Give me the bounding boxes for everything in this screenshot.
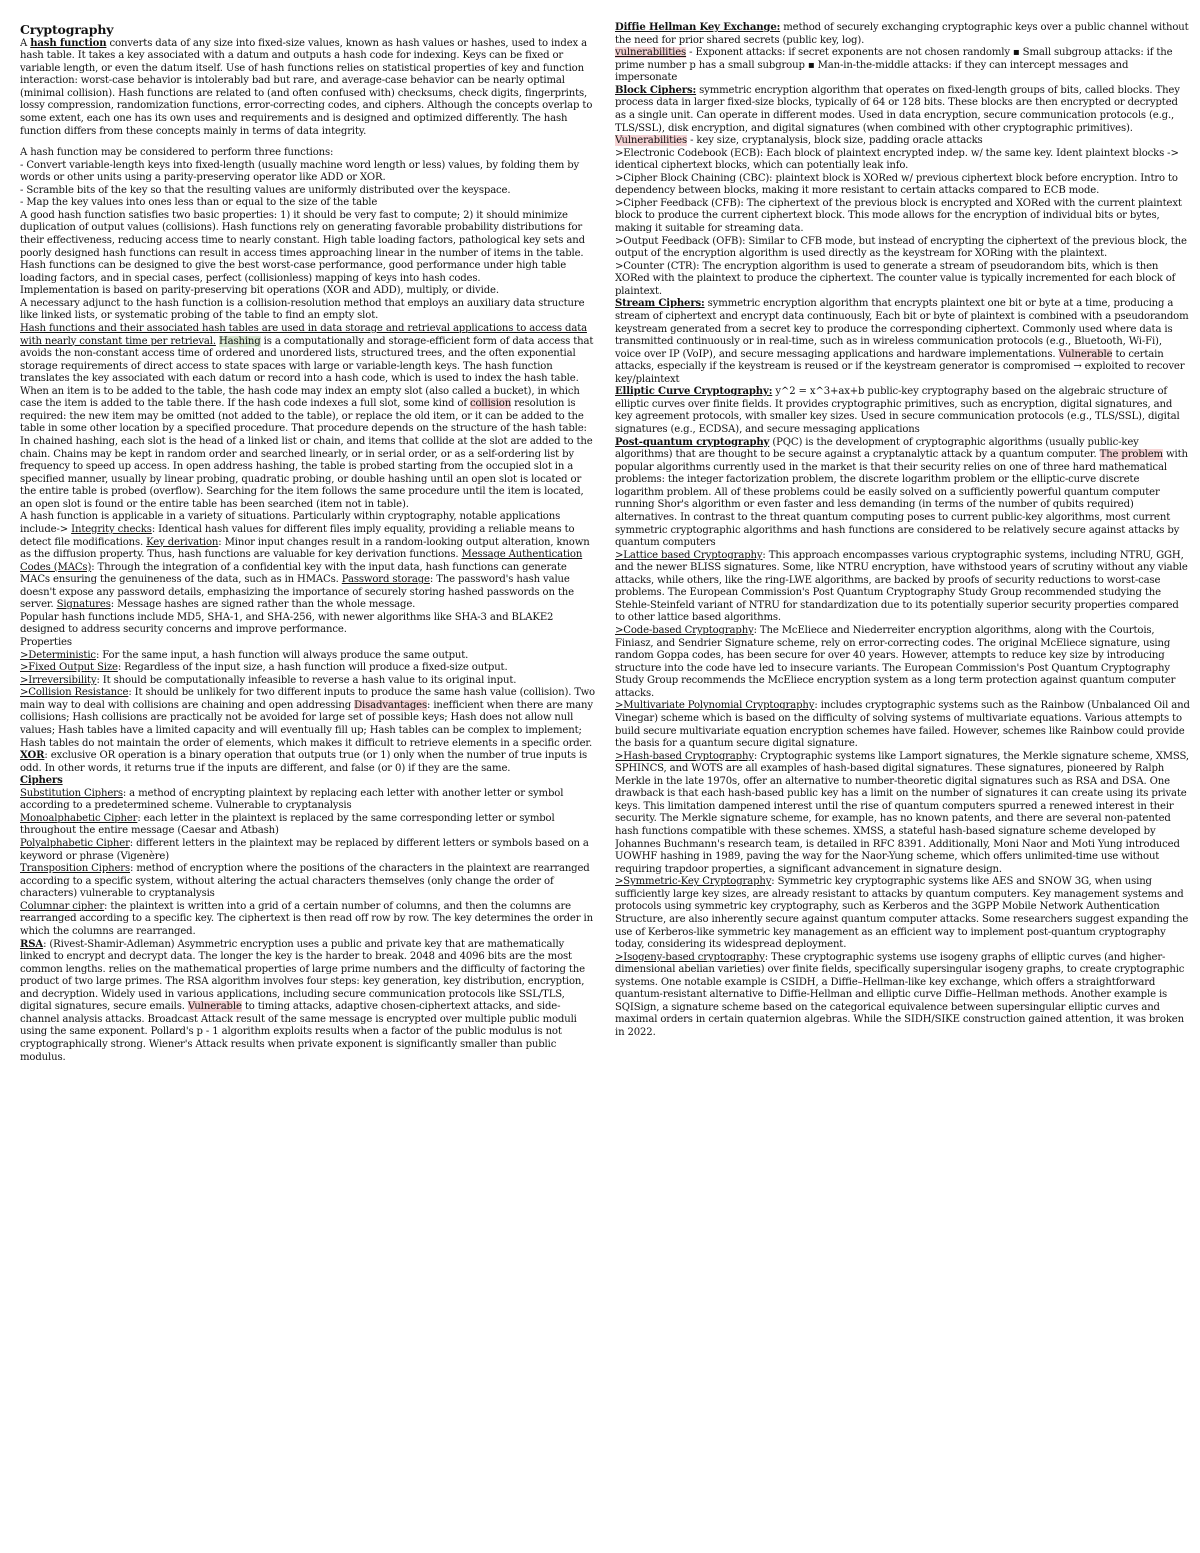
hash-function-item-2: - Scramble bits of the key so that the resulting values are uniformly distributed over the keyspace.	[20, 184, 511, 196]
document-title: Cryptography	[20, 22, 114, 37]
left-column	[20, 22, 595, 1553]
pqc-problem-highlight: The problem	[1099, 449, 1163, 461]
rsa-vulnerable-highlight: Vulnerable	[187, 1001, 242, 1013]
pqc-paragraph: Post-quantum cryptography (PQC) is the development of cryptographic algorithms (usually public-key algorithms) that are thought to be secure against a cryptanalytic attack by a quantum computer. The problem with popular algorithms currently used in the market is that their security relies on one of three hard mathematical problems: the integer factorization problem, the discrete logarithm problem or the elliptic-curve discrete logarithm problem. All of these problems could be easily solved on a sufficiently powerful quantum computer running Shor's algorithm or even faster and less demanding (in terms of the number of qubits required) alternatives. In contrast to the threat quantum computing poses to current public-key algorithms, most current symmetric cryptographic algorithms and hash functions are considered to be relatively secure against attacks by quantum computers	[615, 436, 1188, 549]
xor-definition: XOR: exclusive OR operation is a binary operation that outputs true (or 1) only when the number of true inputs is odd. In other words, it returns true if the inputs are different, and false (or 0) if they are the same.	[20, 750, 588, 774]
mode-ofb: >Output Feedback (OFB): Similar to CFB mode, but instead of encrypting the ciphertext of the previous block, the output of the encryption algorithm is used directly as the keystream for XORing with the plaintext.	[615, 235, 1187, 260]
code-based-cryptography: >Code-based Cryptography: The McEliece and Niederreiter encryption algorithms, along with the Courtois, Finiasz, and Sendrier Signature scheme, rely on error-correcting codes. The original McEliece signature, using random Goppa codes, has been secure for over 40 years. However, attempts to reduce key size by introducing structure into the code have led to insecure variants. The European Commission's Post Quantum Cryptography Study Group recommends the McEliece encryption system as a long term protection against quantum computer attacks.	[615, 625, 1176, 699]
polyalphabetic-cipher: Polyalphabetic Cipher: different letters in the plaintext may be replaced by different letters or symbols based on a keyword or phrase (Vigenère)	[20, 838, 589, 862]
properties-heading: Properties	[20, 637, 72, 648]
stream-ciphers-paragraph: Stream Ciphers: symmetric encryption algorithm that encrypts plaintext one bit or byte at a time, producing a stream of ciphertext and encrypt data continuously, Each bit or byte of plaintext is combined with a pseudorandom keystream generated from a secret key to produce the corresponding ciphertext. Commonly used where data is transmitted continuously or in real-time, such as in wireless communication protocols (e.g., Bluetooth, Wi-Fi), voice over IP (VoIP), and secure messaging applications and hardware implementations. Vulnerable to certain attacks, especially if the keystream is reused or if the keystream generator is compromised → exploited to recover key/plaintext	[615, 298, 1189, 385]
implementation-paragraph: Implementation is based on parity-preserving bit operations (XOR and ADD), multiply, or divide.	[20, 285, 499, 297]
hash-function-item-3: - Map the key values into ones less than or equal to the size of the table	[20, 197, 378, 209]
block-ciphers-paragraph: Block Ciphers: symmetric encryption algorithm that operates on fixed-length groups of bits, called blocks. They process data in larger fixed-size blocks, typically of 64 or 128 bits. These blocks are then encrypted or decrypted as a single unit. Can operate in different modes. Used in data encryption, secure communication protocols (e.g., TLS/SSL), disk encryption, and digital signatures (when combined with other cryptographic primitives). Vulnerabilities - key size, cryptanalysis, block size, padding oracle attacks	[615, 84, 1180, 147]
mode-cbc: >Cipher Block Chaining (CBC): plaintext block is XORed w/ previous ciphertext block before encryption. Intro to dependency between blocks, making it more resistant to certain attacks compared to ECB mode.	[615, 172, 1178, 197]
integrity-checks-term: Integrity checks	[71, 523, 152, 535]
collision-highlight: collision	[470, 398, 512, 410]
property-deterministic: >Deterministic: For the same input, a hash function will always produce the same output.	[20, 649, 469, 661]
signatures-term: Signatures	[56, 599, 111, 611]
hash-intro-paragraph: A hash function converts data of any size into fixed-size values, known as hash values or hashes, used to index a hash table. It takes a key associated with a datum and outputs a hash code for indexing. Keys can be fixed or variable length, or even the datum itself. Use of hash functions relies on statistical properties of key and function interaction: worst-case behavior is intolerably bad but rare, and average-case behavior can be nearly optimal (minimal collision). Hash functions are related to (and often confused with) checksums, check digits, fingerprints, lossy compression, randomization functions, error-correcting codes, and ciphers. Although the concepts overlap to some extent, each one has its own uses and requirements and is designed and optimized differently. The hash function differs from these concepts mainly in terms of data integrity.	[20, 37, 593, 137]
right-column	[615, 22, 1190, 1553]
symmetric-key-cryptography: >Symmetric-Key Cryptography: Symmetric key cryptographic systems like AES and SNOW 3G, when using sufficiently large key sizes, are already resistant to attacks by quantum computers. Key management systems and protocols using symmetric key cryptography, such as Kerberos and the 3GPP Mobile Network Authentication Structure, are also inherently secure against quantum computer attacks. Some researchers suggest expanding the use of Kerberos-like symmetric key management as an efficient way to implement post-quantum cryptography today, considering its widespread deployment.	[615, 876, 1189, 951]
applications-paragraph: A hash function is applicable in a variety of situations. Particularly within cryptography, notable applications include-> Integrity checks: Identical hash values for different files imply equality, providing a reliable means to detect file modifications. Key derivation: Minor input changes result in a random-looking output alteration, known as the diffusion property. Thus, hash functions are valuable for key derivation functions. Message Authentication Codes (MACs): Through the integration of a confidential key with the input data, hash functions can generate MACs ensuring the genuineness of the data, such as in HMACs. Password storage: The password's hash value doesn't expose any password details, emphasizing the importance of securely storing hashed passwords on the server. Signatures: Message hashes are signed rather than the whole message.	[20, 511, 590, 611]
hash-function-item-1: - Convert variable-length keys into fixed-length (usually machine word length or less) values, by folding them by words or other units using a parity-preserving operator like ADD or XOR.	[20, 159, 580, 184]
monoalphabetic-cipher: Monoalphabetic Cipher: each letter in the plaintext is replaced by the same corresponding letter or symbol throughout the entire message (Caesar and Atbash)	[20, 812, 555, 837]
hash-tables-paragraph: Hash functions and their associated hash tables are used in data storage and retrieval applications to access data with nearly constant time per retrieval. Hashing is a computationally and storage-efficient form of data access that avoids the non-constant access time of ordered and unordered lists, structured trees, and the often exponential storage requirements of direct access to state spaces with large or variable-length keys. The hash function translates the key associated with each datum or record into a hash code, which is used to index the hash table. When an item is to be added to the table, the hash code may index an empty slot (also called a bucket), in which case the item is added to the table there. If the hash code indexes a full slot, some kind of collision resolution is required: the new item may be omitted (not added to the table), or replace the old item, or it can be added to the table in some other location by a specified procedure. That procedure depends on the structure of the hash table: In chained hashing, each slot is the head of a linked list or chain, and items that collide at the slot are added to the chain. Chains may be kept in random order and searched linearly, or in serial order, or as a self-ordering list by frequency to speed up access. In open address hashing, the table is probed starting from the occupied slot in a specified manner, usually by linear probing, quadratic probing, or double hashing until an open slot is located or the entire table is probed (overflow). Searching for the item follows the same procedure until the item is located, an open slot is found or the entire table has been searched (item not in table).	[20, 322, 594, 510]
columnar-cipher: Columnar cipher: the plaintext is written into a grid of a certain number of columns, and then the columns are rearranged according to a specific key. The ciphertext is then read off row by row. The key determines the order in which the columns are rearranged.	[20, 900, 593, 937]
transposition-ciphers: Transposition Ciphers: method of encryption where the positions of the characters in the plaintext are rearranged according to a specific system, without altering the actual characters themselves (only change the order of characters) vulnerable to cryptanalysis	[20, 863, 590, 900]
property-fixed-output: >Fixed Output Size: Regardless of the input size, a hash function will produce a fixed-size output.	[20, 662, 508, 674]
popular-hash-paragraph: Popular hash functions include MD5, SHA-1, and SHA-256, with newer algorithms like SHA-3 and BLAKE2 designed to address security concerns and improve performance.	[20, 611, 554, 636]
ciphers-heading: Ciphers	[20, 775, 63, 787]
block-vulnerabilities-highlight: Vulnerabilities	[615, 135, 688, 147]
password-storage-term: Password storage	[341, 574, 430, 586]
isogeny-cryptography: >Isogeny-based cryptography: These cryptographic systems use isogeny graphs of elliptic curves (and higher-dimensional abelian varieties) over finite fields, specifically supersingular isogeny graphs, to create cryptographic systems. One notable example is CSIDH, a Diffie–Hellman-like key exchange, which offers a straightforward quantum-resistant alternative to Diffie-Hellman and elliptic curve Diffie–Hellman methods. Another example is SQISign, a signature scheme based on the categorical equivalence between supersingular elliptic curves and maximal orders in certain quaternion algebras. While the SIDH/SIKE construction gained attention, it was broken in 2022.	[615, 951, 1185, 1038]
dh-vulnerabilities: vulnerabilities - Exponent attacks: if secret exponents are not chosen randomly ▪ Small subgroup attacks: if the prime number p has a small subgroup ▪ Man-in-the-middle attacks: if they can intercept messages and impersonate	[615, 47, 1173, 84]
key-derivation-term: Key derivation	[146, 536, 219, 548]
disadvantages-highlight: Disadvantages	[354, 699, 428, 711]
hashing-highlight: Hashing	[218, 335, 261, 347]
collision-adjunct-paragraph: A necessary adjunct to the hash function is a collision-resolution method that employs an auxiliary data structure like linked lists, or systematic probing of the table to find an empty slot.	[20, 297, 585, 322]
diffie-hellman-paragraph: Diffie Hellman Key Exchange: method of securely exchanging cryptographic keys over a public channel without the need for prior shared secrets (public key, log).	[615, 22, 1189, 46]
multivariate-cryptography: >Multivariate Polynomial Cryptography: includes cryptographic systems such as the Rainbow (Unbalanced Oil and Vinegar) scheme which is based on the difficulty of solving systems of multivariate equations. Various attempts to build secure multivariate equation encryption schemes have failed. However, schemes like Rainbow could provide the basis for a quantum secure digital signature.	[615, 700, 1190, 750]
property-irreversibility: >Irreversibility: It should be computationally infeasible to reverse a hash value to its original input.	[20, 674, 517, 686]
dh-vulnerabilities-highlight: vulnerabilities	[615, 47, 687, 59]
stream-vulnerable-highlight: Vulnerable	[1058, 348, 1113, 360]
mode-ecb: >Electronic Codebook (ECB): Each block of plaintext encrypted indep. w/ the same key. Ident plaintext blocks -> identical ciphertext blocks, which can potentially leak info.	[615, 147, 1179, 172]
hash-functions-intro: A hash function may be considered to perform three functions:	[20, 147, 334, 159]
mac-term: Message Authentication Codes (MACs)	[20, 549, 583, 573]
mode-cfb: >Cipher Feedback (CFB): The ciphertext of the previous block is encrypted and XORed with the current plaintext block to produce the current ciphertext block. This mode allows for the encryption of individual bits or bytes, making it suitable for streaming data.	[615, 197, 1182, 234]
lattice-cryptography: >Lattice based Cryptography: This approach encompasses various cryptographic systems, including NTRU, GGH, and the newer BLISS signatures. Some, like NTRU encryption, have withstood years of scrutiny without any viable attacks, while others, like the ring-LWE algorithms, are backed by proofs of security reductions to worst-case problems. The European Commission's Post Quantum Cryptography Study Group recommended studying the Stehle-Steinfeld variant of NTRU for standardization due to its potentially superior security properties compared to other lattice based algorithms.	[615, 549, 1188, 624]
good-hash-paragraph: A good hash function satisfies two basic properties: 1) it should be very fast to compute; 2) it should minimize duplication of output values (collisions). Hash functions rely on generating favorable probability distributions for their effectiveness, reducing access time to nearly constant. High table loading factors, pathological key sets and poorly designed hash functions can result in access times approaching linear in the number of items in the table. Hash functions can be designed to give the best worst-case performance, good performance under high table loading factors, and in special cases, perfect (collisionless) mapping of keys into hash codes.	[20, 209, 585, 284]
hash-based-cryptography: >Hash-based Cryptography: Cryptographic systems like Lamport signatures, the Merkle signature scheme, XMSS, SPHINCS, and WOTS are all examples of hash-based digital signatures. These signatures, pioneered by Ralph Merkle in the late 1970s, offer an alternative to number-theoretic digital signatures such as RSA and DSA. One drawback is that each hash-based public key has a limit on the number of signatures it can create using its private keys. This limitation dampened interest until the rise of quantum computers spurred a renewed interest in their security. The Merkle signature scheme, for example, has no known patents, and there are several non-patented hash functions compatible with these schemes. XMSS, a stateful hash-based signature scheme developed by Johannes Buchmann's research team, is detailed in RFC 8391. Additionally, Moni Naor and Moti Yung introduced UOWHF hashing in 1989, paving the way for the Naor-Yung scheme, which offers unlimited-time use without requiring trapdoor properties, a significant advancement in signature design.	[615, 750, 1189, 875]
rsa-paragraph: RSA: (Rivest-Shamir-Adleman) Asymmetric encryption uses a public and private key that are mathematically linked to encrypt and decrypt data. The longer the key is the harder to break. 2048 and 4096 bits are the most common lengths. relies on the mathematical properties of large prime numbers and the difficulty of factoring the product of two large primes. The RSA algorithm involves four steps: key generation, key distribution, encryption, and decryption. Widely used in various applications, including secure communication protocols like SSL/TLS, digital signatures, secure emails. Vulnerable to timing attacks, adaptive chosen-ciphertext attacks, and side-channel analysis attacks. Broadcast Attack result of the same message is encrypted over multiple public moduli using the same exponent. Pollard's p - 1 algorithm exploits results when a factor of the public modulus is not cryptographically strong. Wiener's Attack results when private exponent is significantly smaller than public modulus.	[20, 938, 585, 1063]
mode-ctr: >Counter (CTR): The encryption algorithm is used to generate a stream of pseudorandom bits, which is then XORed with the plaintext to produce the ciphertext. The counter value is typically incremented for each block of plaintext.	[615, 260, 1176, 297]
ecc-paragraph: Elliptic Curve Cryptography: y^2 = x^3+ax+b public-key cryptography based on the algebraic structure of elliptic curves over finite fields. It provides cryptographic primitives, such as encryption, digital signatures, and key agreement protocols, with smaller key sizes. Used in secure communication protocols (e.g., TLS/SSL), digital signatures (e.g., ECDSA), and secure messaging applications	[615, 386, 1180, 435]
property-collision-resistance: >Collision Resistance: It should be unlikely for two different inputs to produce the same hash value (collision). Two main way to deal with collisions are chaining and open addressing Disadvantages: inefficient when there are many collisions; Hash collisions are practically not be avoided for large set of possible keys; Hash does not allow null values; Hash tables have a limited capacity and will eventually fill up; Hash tables can be complex to implement; Hash tables do not maintain the order of elements, which makes it difficult to retrieve elements in a specific order.	[20, 687, 595, 749]
hash-function-term: hash function	[30, 37, 107, 49]
substitution-ciphers: Substitution Ciphers: a method of encrypting plaintext by replacing each letter with another letter or symbol according to a predetermined scheme. Vulnerable to cryptanalysis	[20, 787, 564, 812]
